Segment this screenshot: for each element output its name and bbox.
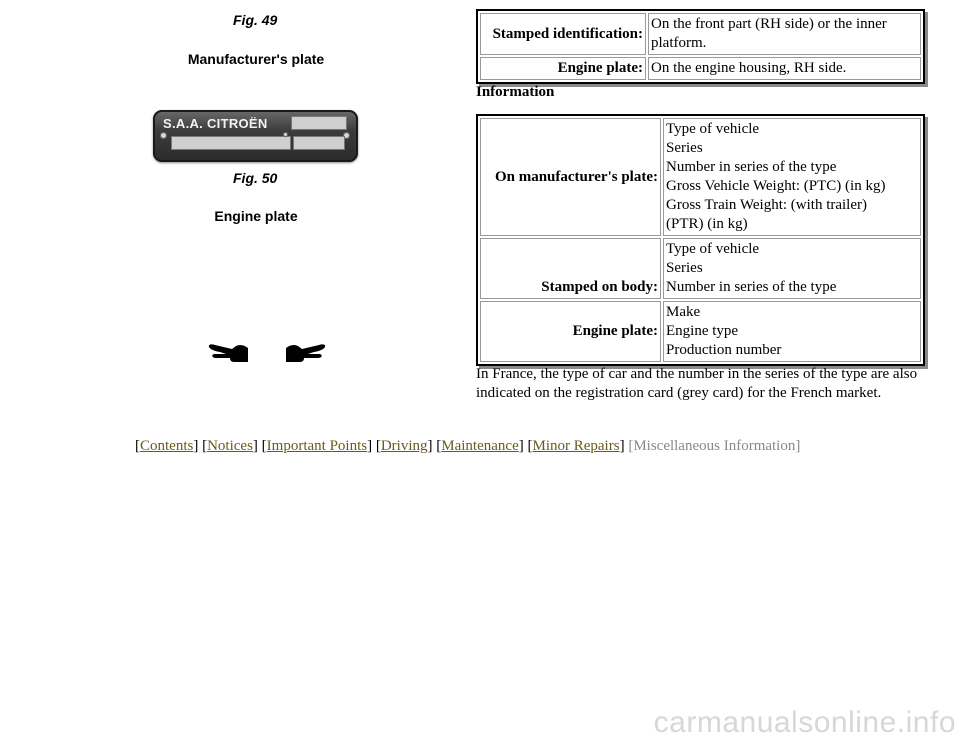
plate-brand-text: S.A.A. CITROËN <box>163 116 268 131</box>
list-item: Gross Vehicle Weight: (PTC) (in kg) <box>666 178 886 194</box>
location-table <box>476 9 925 84</box>
nav-link-notices[interactable]: Notices <box>207 438 253 454</box>
list-item: (PTR) (in kg) <box>666 216 748 232</box>
list-item: Production number <box>666 342 782 358</box>
section-heading: Information <box>476 84 555 100</box>
fig49-label: Fig. 49 <box>233 12 278 28</box>
row-label: On manufacturer's plate: <box>480 118 661 236</box>
list-item: Gross Train Weight: (with trailer) <box>666 197 867 213</box>
nav-link-minor-repairs[interactable]: Minor Repairs <box>532 438 620 454</box>
table-row <box>480 13 921 55</box>
nav-link-contents[interactable]: Contents <box>140 438 194 454</box>
list-item: Series <box>666 140 703 156</box>
table-row <box>480 301 921 362</box>
list-item: Make <box>666 304 701 320</box>
row-label: Engine plate: <box>480 57 646 80</box>
nav-link-maintenance[interactable]: Maintenance <box>441 438 519 454</box>
row-value: On the front part (RH side) or the inner platform. <box>648 13 921 55</box>
table-row <box>480 57 921 80</box>
row-value <box>663 301 921 362</box>
plate-rivet <box>160 132 167 139</box>
watermark: carmanualsonline.info <box>653 706 956 739</box>
nav-link-driving[interactable]: Driving <box>380 438 428 454</box>
information-table <box>476 114 925 366</box>
row-label: Engine plate: <box>480 301 661 362</box>
pointing-hand-right-icon[interactable] <box>284 340 328 366</box>
manufacturer-plate-image <box>153 110 358 162</box>
list-item: Number in series of the type <box>666 159 837 175</box>
fig49-title: Manufacturer's plate <box>187 51 325 67</box>
nav-link-important-points[interactable]: Important Points <box>266 438 368 454</box>
row-value <box>663 118 921 236</box>
pointing-hand-left-icon[interactable] <box>206 340 250 366</box>
list-item: Type of vehicle <box>666 241 760 257</box>
row-label: Stamped on body: <box>480 238 661 299</box>
row-value <box>663 238 921 299</box>
list-item: Number in series of the type <box>666 279 837 295</box>
plate-field <box>293 136 345 150</box>
list-item: Type of vehicle <box>666 121 760 137</box>
fig50-title: Engine plate <box>214 208 298 224</box>
nav-current-page: [Miscellaneous Information] <box>628 438 801 454</box>
row-value: On the engine housing, RH side. <box>648 57 921 80</box>
note-paragraph: In France, the type of car and the number in the series of the type are also indicated on the registration card (grey card) for the French market. <box>476 366 918 401</box>
list-item: Engine type <box>666 323 739 339</box>
table-row <box>480 118 921 236</box>
plate-field <box>291 116 347 130</box>
footer-nav: [Contents] [Notices] [Important Points] [Driving] [Maintenance] [Minor Repairs] [Miscellaneous Information] <box>135 438 801 454</box>
plate-rivet <box>283 132 288 137</box>
fig50-label: Fig. 50 <box>233 170 278 186</box>
plate-field <box>171 136 291 150</box>
row-label: Stamped identification: <box>480 13 646 55</box>
list-item: Series <box>666 260 703 276</box>
table-row <box>480 238 921 299</box>
nav-current-label: Miscellaneous Information <box>633 438 796 454</box>
